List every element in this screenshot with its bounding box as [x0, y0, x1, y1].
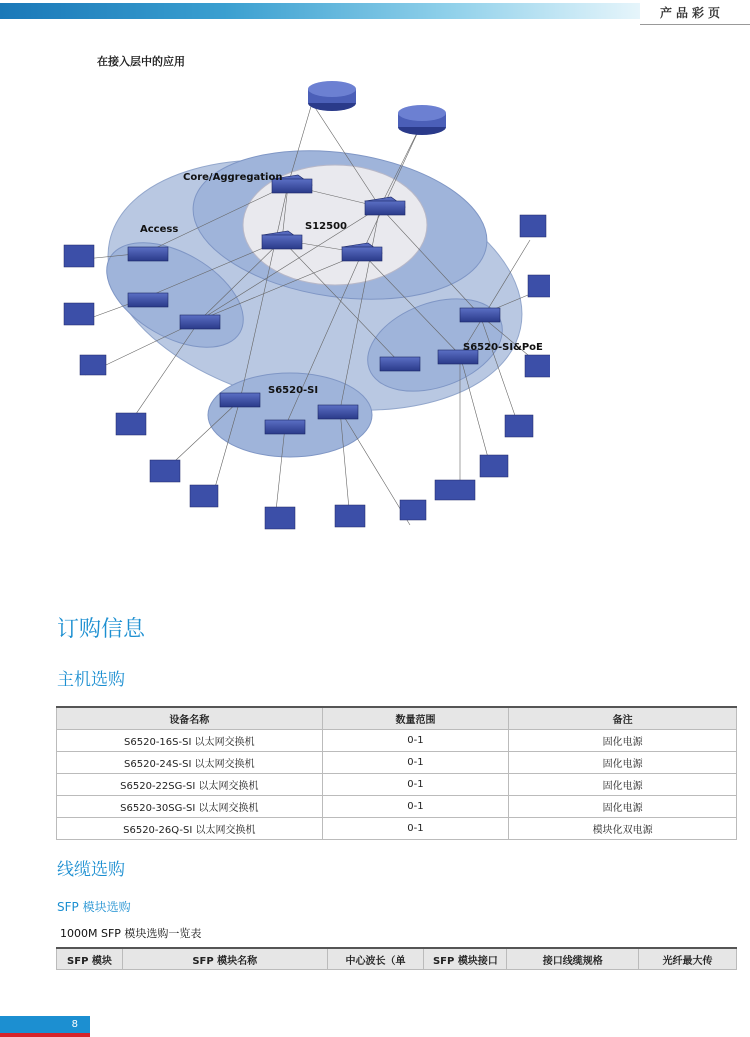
computer-icon	[265, 507, 295, 529]
table-header-cell: SFP 模块	[57, 948, 123, 970]
table-cell: 0-1	[322, 774, 509, 796]
table-row	[57, 752, 737, 774]
table-header-cell: 接口线缆规格	[507, 948, 639, 970]
router-icon	[398, 105, 446, 135]
header-gradient-bar	[0, 3, 640, 19]
header-title: 产品彩页	[659, 6, 724, 20]
page-number: 8	[71, 1019, 78, 1030]
switch-icon	[342, 247, 382, 261]
sfp-table-caption: 1000M SFP 模块选购一览表	[60, 927, 202, 940]
computer-icon	[190, 485, 218, 507]
computer-icon	[116, 413, 146, 435]
sfp-table	[56, 947, 737, 970]
page-header	[0, 0, 750, 26]
cable-selection-heading: 线缆选购	[57, 860, 125, 880]
table-row	[57, 796, 737, 818]
table-cell: 0-1	[322, 796, 509, 818]
sfp-selection-heading: SFP 模块选购	[57, 900, 131, 914]
computer-icon	[80, 355, 106, 375]
computer-icon	[520, 215, 546, 237]
network-diagram	[50, 75, 550, 555]
header-rule	[640, 24, 750, 25]
host-selection-heading: 主机选购	[57, 670, 125, 690]
computer-icon	[505, 415, 533, 437]
computer-icon	[335, 505, 365, 527]
switch-icon	[318, 405, 358, 419]
label-s6520-si: S6520-SI	[268, 385, 319, 396]
router-icon	[308, 81, 356, 111]
switch-icon	[460, 308, 500, 322]
table-header-cell: SFP 模块接口	[424, 948, 507, 970]
table-row	[57, 730, 737, 752]
table-header-row	[57, 948, 737, 970]
table-row	[57, 818, 737, 840]
table-cell: S6520-24S-SI 以太网交换机	[57, 752, 323, 774]
table-cell: S6520-22SG-SI 以太网交换机	[57, 774, 323, 796]
order-info-heading: 订购信息	[57, 617, 146, 642]
switch-icon	[128, 293, 168, 307]
table-header-cell: 数量范围	[322, 707, 509, 730]
computer-icon	[528, 275, 550, 297]
computer-icon	[525, 355, 550, 377]
label-s12500: S12500	[305, 221, 347, 232]
computer-icon	[150, 460, 180, 482]
computer-icon	[64, 303, 94, 325]
table-row	[57, 774, 737, 796]
switch-icon	[128, 247, 168, 261]
label-core-aggregation: Core/Aggregation	[183, 172, 283, 183]
switch-icon	[265, 420, 305, 434]
table-cell: 固化电源	[509, 796, 737, 818]
switch-icon	[365, 201, 405, 215]
table-cell: 0-1	[322, 818, 509, 840]
label-s6520-si-poe: S6520-SI&PoE	[463, 342, 543, 353]
switch-icon	[262, 235, 302, 249]
table-cell: 模块化双电源	[509, 818, 737, 840]
footer-accent-bar	[0, 1033, 90, 1037]
diagram-title: 在接入层中的应用	[97, 55, 185, 68]
switch-icon	[380, 357, 420, 371]
computer-icon	[400, 500, 426, 520]
table-cell: S6520-26Q-SI 以太网交换机	[57, 818, 323, 840]
label-access: Access	[140, 224, 179, 235]
table-header-cell: 设备名称	[57, 707, 323, 730]
table-cell: 0-1	[322, 730, 509, 752]
page-footer	[0, 1016, 90, 1037]
table-cell: 固化电源	[509, 774, 737, 796]
table-header-row	[57, 707, 737, 730]
phone-icon	[435, 480, 475, 500]
host-table	[56, 706, 737, 840]
table-cell: S6520-30SG-SI 以太网交换机	[57, 796, 323, 818]
table-cell: 固化电源	[509, 730, 737, 752]
table-cell: S6520-16S-SI 以太网交换机	[57, 730, 323, 752]
computer-icon	[480, 455, 508, 477]
switch-icon	[180, 315, 220, 329]
table-cell: 固化电源	[509, 752, 737, 774]
table-header-cell: 备注	[509, 707, 737, 730]
table-header-cell: 中心波长（单	[327, 948, 424, 970]
table-cell: 0-1	[322, 752, 509, 774]
computer-icon	[64, 245, 94, 267]
table-header-cell: SFP 模块名称	[122, 948, 327, 970]
switch-icon	[220, 393, 260, 407]
table-header-cell: 光纤最大传	[639, 948, 737, 970]
